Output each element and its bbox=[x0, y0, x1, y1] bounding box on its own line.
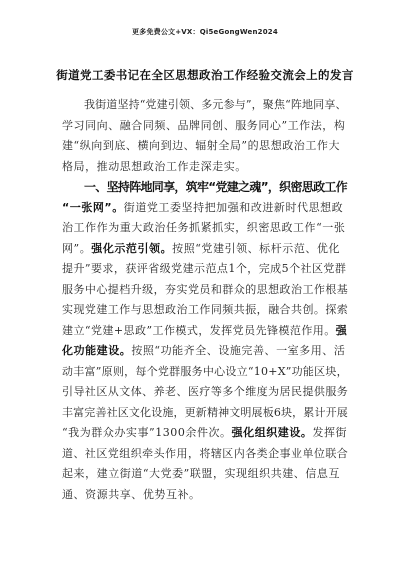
body-text-segment: 提升”要求，获评省级党建示范点1个，完成5个社区党群 bbox=[62, 262, 347, 275]
bold-heading-text: 一、坚持阵地同享，筑牢“党建之魂”，织密思政工作 bbox=[84, 180, 347, 194]
body-text-segment: 引导社区从文体、养老、医疗等多个维度为居民提供服务 bbox=[62, 385, 348, 398]
body-line bbox=[62, 382, 348, 403]
document-title: 街道党工委书记在全区思想政治工作经验交流会上的发言 bbox=[56, 68, 354, 82]
bold-heading-text: 强 bbox=[335, 323, 348, 337]
body-line bbox=[62, 403, 348, 424]
body-line bbox=[62, 280, 348, 301]
body-line bbox=[62, 239, 348, 260]
body-line bbox=[62, 259, 348, 280]
body-text-segment: 建“纵向到底、横向到边、辐射全局”的思想政治工作大 bbox=[62, 139, 340, 152]
bold-heading-text: 化功能建设。 bbox=[62, 344, 132, 357]
body-line bbox=[62, 157, 348, 178]
body-text-segment: 按照“功能齐全、设施完善、一室多用、活 bbox=[131, 344, 346, 357]
body-line bbox=[62, 444, 348, 465]
body-line bbox=[62, 341, 348, 362]
document-body bbox=[62, 95, 348, 505]
body-line bbox=[62, 136, 348, 157]
body-text-segment: 按照“党建引领、标杆示范、优化 bbox=[172, 241, 341, 255]
body-line bbox=[62, 177, 348, 198]
body-line bbox=[62, 485, 348, 506]
body-text-segment: 服务中心提档升级，夯实党员和群众的思想政治工作根基 bbox=[62, 282, 348, 296]
body-text-segment: 我街道坚持“党建引领、多元参与”，聚焦“阵地同享、 bbox=[84, 98, 347, 111]
body-text-segment: 发挥街 bbox=[312, 426, 348, 439]
bold-heading-text: 强化示范引领。 bbox=[91, 241, 173, 255]
body-line bbox=[62, 218, 348, 239]
body-text-segment: 通、资源共享、优势互补。 bbox=[62, 487, 201, 501]
body-line bbox=[62, 423, 348, 444]
body-line bbox=[62, 198, 348, 219]
body-text-segment: 学习同向、融合同频、品牌同创、服务同心”工作法，构 bbox=[62, 118, 346, 132]
bold-heading-text: “一张网”。 bbox=[62, 200, 124, 214]
body-line bbox=[62, 116, 348, 137]
body-line bbox=[62, 362, 348, 383]
body-text-segment: 动丰富”原则，每个党群服务中心设立“10+X”功能区块， bbox=[62, 364, 348, 378]
body-line bbox=[62, 300, 348, 321]
body-line bbox=[62, 95, 348, 116]
body-text-segment: 街道党工委坚持把加强和改进新时代思想政 bbox=[123, 200, 344, 214]
body-line bbox=[62, 464, 348, 485]
body-text-segment: 建立“党建+思政”工作模式，发挥党员先锋模范作用。 bbox=[62, 323, 336, 337]
body-line bbox=[62, 321, 348, 342]
body-text-segment: 道、社区党组织牵头作用，将辖区内各类企事业单位联合 bbox=[62, 446, 348, 460]
header-note: 更多免费公文+VX：Qi5eGongWen2024 bbox=[132, 28, 278, 36]
bold-heading-text: 强化组织建设。 bbox=[231, 426, 313, 439]
body-text-segment: 治工作作为重大政治任务抓紧抓实，织密思政工作“一张 bbox=[62, 221, 346, 234]
body-text-segment: 起来，建立街道“大党委”联盟，实现组织共建、信息互 bbox=[62, 467, 340, 480]
body-text-segment: 网”。 bbox=[62, 241, 92, 255]
body-text-segment: “我为群众办实事”1300余件次。 bbox=[62, 426, 232, 439]
body-text-segment: 格局，推动思想政治工作走深走实。 bbox=[62, 159, 247, 173]
body-text-segment: 丰富完善社区文化设施，更新精神文明展板6块，累计开展 bbox=[62, 405, 348, 419]
body-text-segment: 实现党建工作与思想政治工作同频共振，融合共创。探索 bbox=[62, 303, 348, 316]
